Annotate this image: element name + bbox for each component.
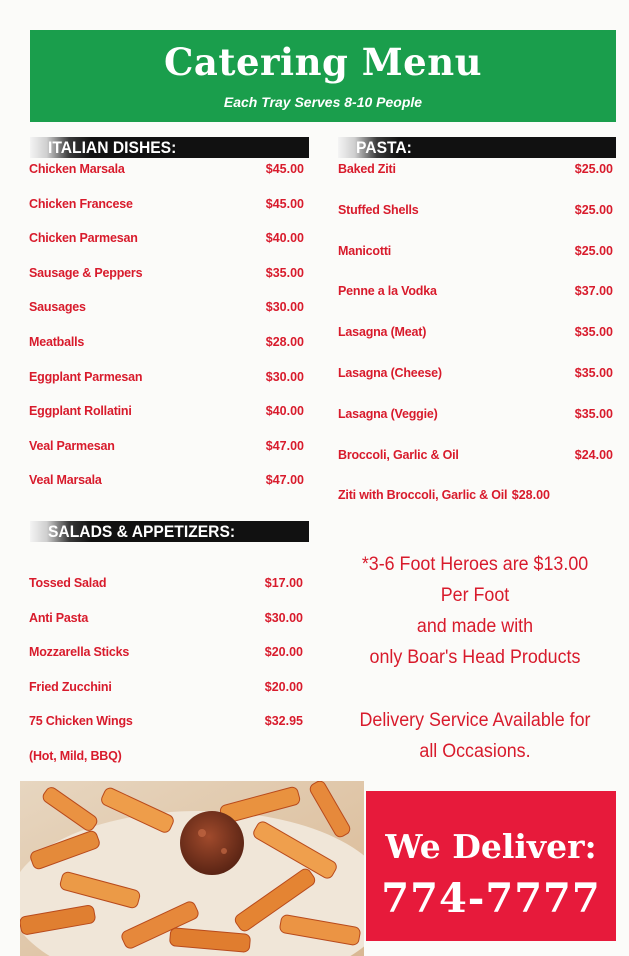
menu-item: [29, 231, 304, 247]
delivery-line: Delivery Service Available for: [359, 710, 591, 731]
menu-item-price: $17.00: [264, 576, 303, 590]
salads-header: [30, 521, 309, 542]
italian-dishes-header-label: ITALIAN DISHES:: [48, 138, 177, 157]
menu-item-name: Lasagna (Veggie): [338, 406, 438, 421]
pasta-photo: [20, 781, 364, 956]
menu-item-name: Eggplant Parmesan: [29, 369, 143, 384]
menu-item-price: $25.00: [574, 202, 613, 217]
menu-item-name: Fried Zucchini: [29, 679, 112, 694]
italian-dishes-header: [30, 137, 309, 158]
menu-item-price: $30.00: [265, 369, 304, 384]
delivery-line: all Occasions.: [419, 741, 531, 762]
menu-item: [29, 197, 304, 213]
menu-item-name: Broccoli, Garlic & Oil: [338, 447, 459, 462]
menu-item: [338, 244, 613, 260]
heroes-line: only Boar's Head Products: [369, 647, 581, 668]
phone-number: 774-7777: [381, 875, 601, 922]
menu-item-price: $30.00: [264, 610, 303, 625]
menu-item-price: $28.00: [511, 488, 550, 503]
menu-item-name: Manicotti: [338, 243, 392, 258]
menu-item-name: Tossed Salad: [29, 576, 107, 590]
menu-item-name: Chicken Parmesan: [29, 231, 138, 246]
menu-item: [29, 300, 304, 316]
pasta-header: [338, 137, 616, 158]
menu-item-price: $37.00: [574, 284, 613, 299]
menu-item-name: Meatballs: [29, 335, 85, 349]
menu-item: [338, 325, 613, 341]
menu-item-name: Mozzarella Sticks: [29, 645, 130, 659]
menu-item-price: $20.00: [264, 679, 303, 694]
menu-item: [29, 714, 303, 730]
menu-item-name: Lasagna (Cheese): [338, 366, 442, 380]
menu-item-name: Baked Ziti: [338, 162, 396, 176]
menu-item-name: Chicken Marsala: [29, 162, 125, 176]
menu-item: [29, 370, 304, 386]
menu-item: [29, 439, 304, 455]
page-subtitle: Each Tray Serves 8-10 People: [223, 94, 423, 110]
heroes-line: Per Foot: [440, 585, 510, 606]
delivery-promo: [339, 705, 612, 767]
menu-item: [29, 335, 304, 351]
menu-item-price: $47.00: [265, 473, 304, 488]
menu-item-price: $47.00: [265, 438, 304, 453]
menu-item-price: $45.00: [265, 162, 304, 176]
menu-item-price: $24.00: [574, 447, 613, 462]
salads-header-label: SALADS & APPETIZERS:: [48, 522, 236, 541]
menu-item-name: Veal Parmesan: [29, 438, 115, 453]
menu-item: [338, 448, 613, 464]
penne-pasta-image: [20, 781, 364, 956]
menu-item-price: $35.00: [265, 265, 304, 280]
menu-item: [338, 284, 613, 300]
heroes-line: *3-6 Foot Heroes are $13.00: [361, 554, 589, 575]
meatball: [180, 811, 244, 875]
menu-item-price: $35.00: [574, 366, 613, 380]
menu-item-name: Sausage & Peppers: [29, 265, 143, 280]
menu-item: [338, 407, 613, 423]
menu-item: [338, 162, 613, 178]
menu-item-name: (Hot, Mild, BBQ): [29, 748, 122, 763]
menu-item-price: $25.00: [574, 243, 613, 258]
menu-item-name: Ziti with Broccoli, Garlic & Oil: [338, 488, 508, 503]
menu-item: [29, 749, 303, 765]
menu-item: [29, 266, 304, 282]
menu-item: [29, 473, 304, 489]
menu-item-price: $32.95: [264, 714, 303, 728]
menu-item: [29, 404, 304, 420]
heroes-promo: [339, 549, 612, 673]
menu-item-name: 75 Chicken Wings: [29, 714, 133, 728]
menu-item-price: $40.00: [265, 404, 304, 419]
menu-item-price: $20.00: [264, 645, 303, 659]
menu-item: [338, 366, 613, 382]
menu-item-price: $40.00: [265, 231, 304, 246]
menu-item: [29, 680, 303, 696]
menu-item-name: Stuffed Shells: [338, 202, 419, 217]
menu-item: [29, 645, 303, 661]
title-banner: [30, 30, 616, 122]
heroes-line: and made with: [416, 616, 534, 637]
menu-item-price: $35.00: [574, 325, 613, 340]
menu-item-price: $25.00: [574, 162, 613, 176]
menu-item-name: Sausages: [29, 300, 86, 315]
pasta-header-label: PASTA:: [356, 138, 412, 157]
menu-item-name: Penne a la Vodka: [338, 284, 437, 299]
menu-item: [338, 488, 550, 504]
menu-item: [338, 203, 613, 219]
menu-item-price: $28.00: [265, 335, 304, 349]
menu-item-price: $35.00: [574, 406, 613, 421]
we-deliver-title: We Deliver:: [385, 827, 597, 866]
menu-item: [29, 162, 304, 178]
we-deliver-box: [366, 791, 616, 941]
menu-item: [29, 611, 303, 627]
menu-item-name: Lasagna (Meat): [338, 325, 427, 340]
menu-item-name: Anti Pasta: [29, 610, 89, 625]
menu-item-price: $45.00: [265, 196, 304, 211]
menu-item-price: $30.00: [265, 300, 304, 315]
menu-item-name: Veal Marsala: [29, 473, 102, 488]
menu-item: [29, 576, 303, 592]
menu-item-name: Chicken Francese: [29, 196, 133, 211]
menu-item-name: Eggplant Rollatini: [29, 404, 132, 419]
page-title: Catering Menu: [163, 40, 483, 84]
